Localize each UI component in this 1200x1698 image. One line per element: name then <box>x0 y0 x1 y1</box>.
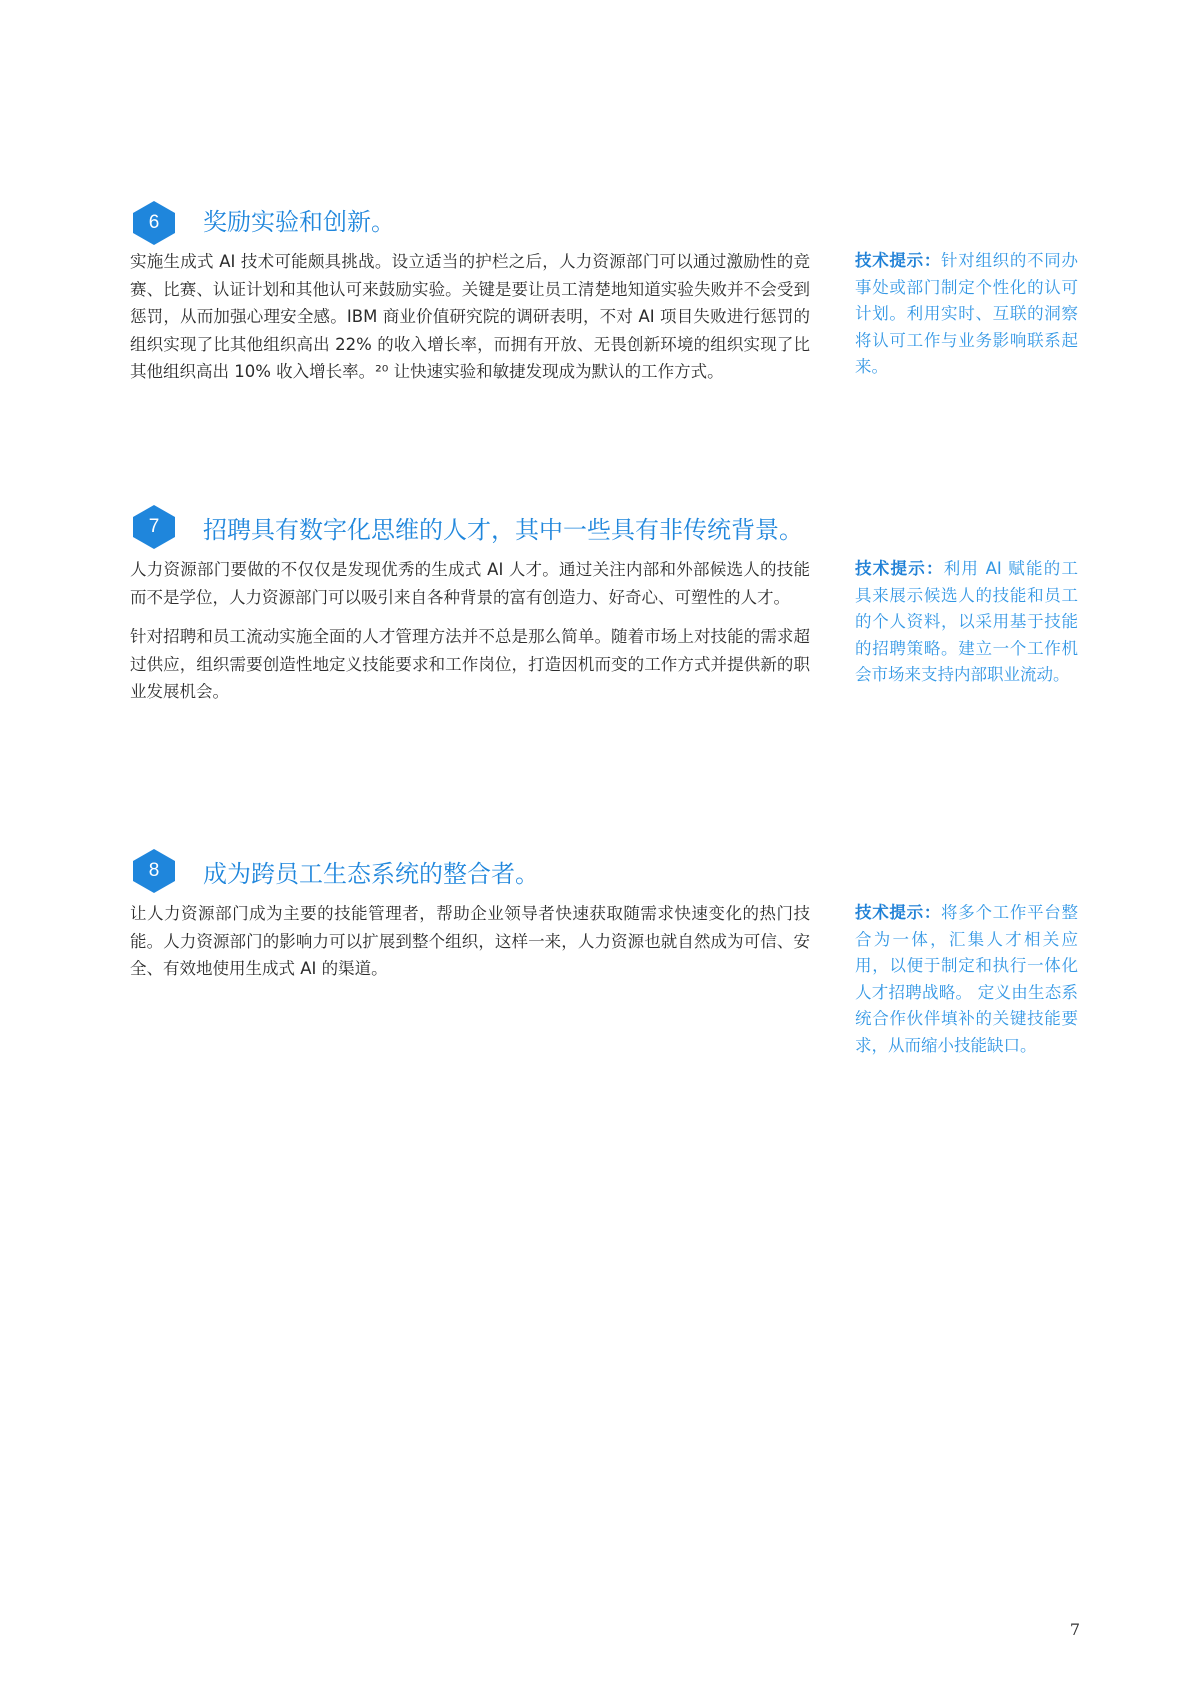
body-paragraph: 实施生成式 AI 技术可能颇具挑战。设立适当的护栏之后，人力资源部门可以通过激励性的竞赛、比赛、认证计划和其他认可来鼓励实验。关键是要让员工清楚地知道实验失败并不会受到惩罚，从而加强心理安全感。IBM 商业价值研究院的调研表明，不对 AI 项目失败进行惩罚的组织实现了比其他组织高出 22% 的收入增长率，而拥有开放、无畏创新环境的组织实现了比其他组织高出 10% 收入增长率。²⁰ 让快速实验和敏捷发现成为默认的工作方式。 <box>130 252 810 381</box>
number-badge-icon <box>131 504 177 550</box>
body-paragraph: 让人力资源部门成为主要的技能管理者，帮助企业领导者快速获取随需求快速变化的热门技能。人力资源部门的影响力可以扩展到整个组织，这样一来，人力资源也就自然成为可信、安全、有效地使用生成式 AI 的渠道。 <box>130 904 810 978</box>
section-heading: 招聘具有数字化思维的人才，其中一些具有非传统背景。 <box>203 516 803 544</box>
tech-tip <box>855 248 1078 381</box>
section-number: 8 <box>148 860 160 881</box>
tech-tip <box>855 556 1078 689</box>
section-body <box>130 556 810 718</box>
section-number: 6 <box>148 212 160 233</box>
tech-tip-label: 技术提示： <box>855 903 942 922</box>
tech-tip <box>855 900 1078 1059</box>
tech-tip-label: 技术提示： <box>855 559 944 578</box>
section-body <box>130 900 810 995</box>
section-number: 7 <box>148 516 160 537</box>
number-badge-icon <box>131 848 177 894</box>
page-number: 7 <box>1069 1620 1080 1639</box>
section-body <box>130 248 810 398</box>
section-heading: 奖励实验和创新。 <box>203 208 395 236</box>
tech-tip-text: 将多个工作平台整合为一体，汇集人才相关应用，以便于制定和执行一体化人才招聘战略。 定义由生态系统合作伙伴填补的关键技能要求，从而缩小技能缺口。 <box>855 903 1079 1055</box>
number-badge-icon <box>131 200 177 246</box>
section-heading: 成为跨员工生态系统的整合者。 <box>203 860 539 888</box>
body-paragraph: 人力资源部门要做的不仅仅是发现优秀的生成式 AI 人才。通过关注内部和外部候选人的技能而不是学位，人力资源部门可以吸引来自各种背景的富有创造力、好奇心、可塑性的人才。 <box>130 560 810 607</box>
tech-tip-label: 技术提示： <box>855 251 942 270</box>
body-paragraph: 针对招聘和员工流动实施全面的人才管理方法并不总是那么简单。随着市场上对技能的需求超过供应，组织需要创造性地定义技能要求和工作岗位，打造因机而变的工作方式并提供新的职业发展机会。 <box>130 627 810 701</box>
tech-tip-text: 针对组织的不同办事处或部门制定个性化的认可计划。利用实时、互联的洞察将认可工作与业务影响联系起来。 <box>855 251 1079 376</box>
tech-tip-text: 利用 AI 赋能的工具来展示候选人的技能和员工的个人资料，以采用基于技能的招聘策略。建立一个工作机会市场来支持内部职业流动。 <box>855 559 1078 684</box>
